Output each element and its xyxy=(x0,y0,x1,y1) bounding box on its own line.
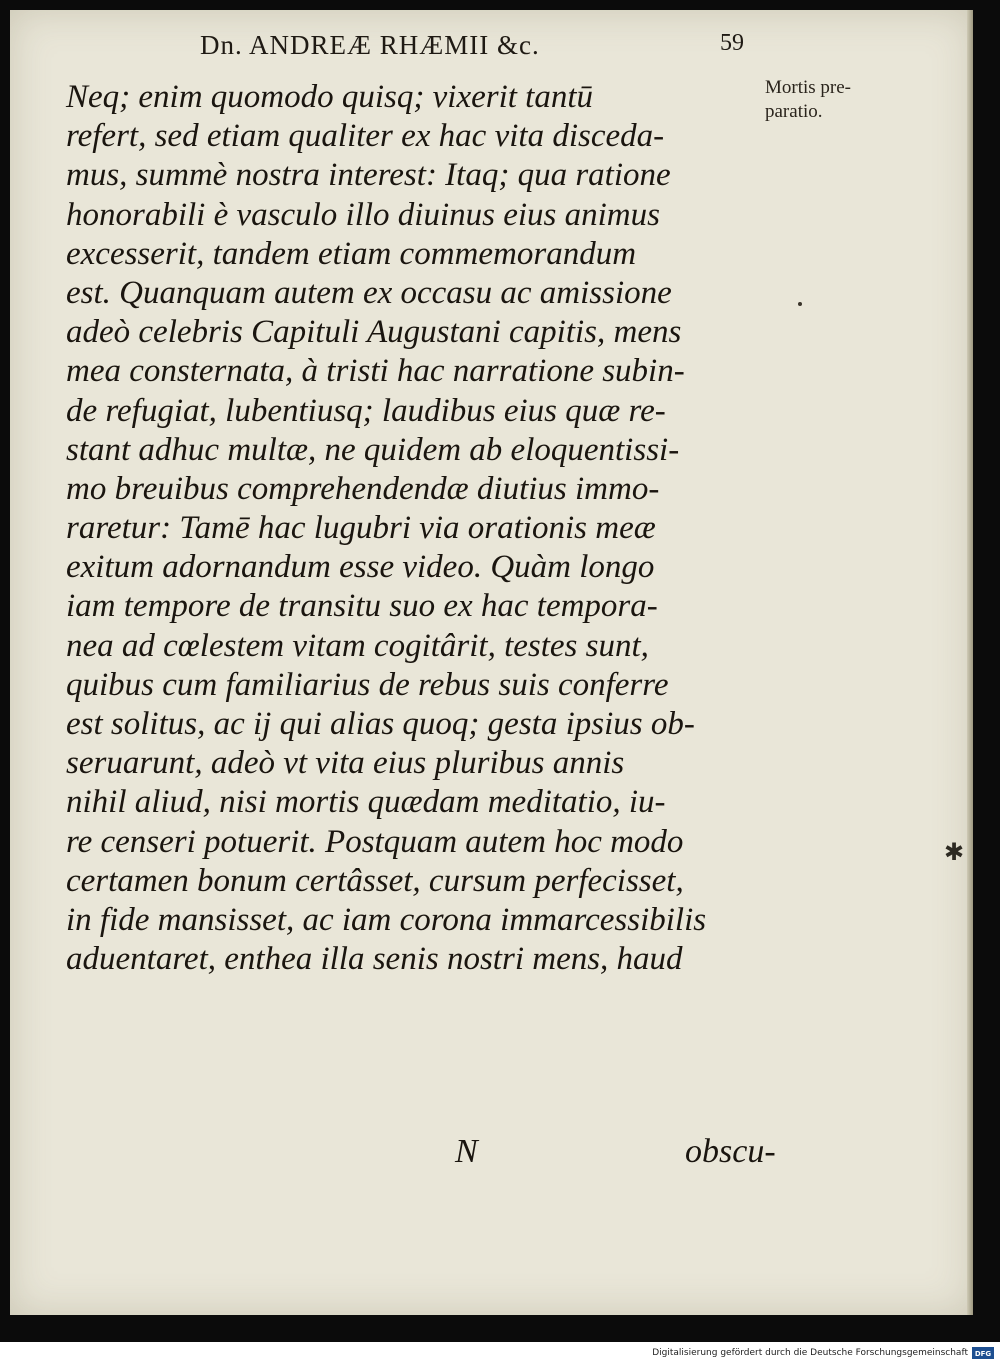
digitization-credit xyxy=(652,1346,994,1360)
text-line: exitum adornandum esse video. Quàm longo xyxy=(66,549,655,586)
text-line: de refugiat, lubentiusq; laudibus eius quæ re- xyxy=(66,392,666,429)
page-number: 59 xyxy=(720,30,744,56)
text-line: est solitus, ac ij qui alias quoq; gesta ipsius ob- xyxy=(66,706,695,742)
catchword: obscu- xyxy=(685,1133,776,1170)
page-edge xyxy=(967,10,973,1315)
text-line: re censeri potuerit. Postquam autem hoc modo xyxy=(66,823,684,860)
dfg-logo-icon xyxy=(972,1347,994,1359)
body-text xyxy=(66,78,776,979)
text-line: Neq; enim quomodo quisq; vixerit tantū xyxy=(66,79,594,115)
text-line: est. Quanquam autem ex occasu ac amissione xyxy=(66,274,672,311)
page-header xyxy=(200,30,800,70)
marginal-note-line: Mortis pre- xyxy=(765,77,852,98)
text-line: honorabili è vasculo illo diuinus eius animus xyxy=(66,196,660,233)
text-line: iam tempore de transitu suo ex hac tempora- xyxy=(66,588,658,625)
text-line: nea ad cœlestem vitam cogitârit, testes sunt, xyxy=(66,627,649,664)
dfg-logo-text: DFG xyxy=(974,1350,992,1358)
text-line: adeò celebris Capituli Augustani capitis, mens xyxy=(66,314,682,351)
text-line: excesserit, tandem etiam commemorandum xyxy=(66,235,637,272)
text-line: nihil aliud, nisi mortis quædam meditatio, iu- xyxy=(66,784,666,821)
text-line: aduentaret, enthea illa senis nostri mens, haud xyxy=(66,941,683,978)
running-head: Dn. ANDREÆ RHÆMII &c. xyxy=(200,30,540,60)
marginal-note-line: paratio. xyxy=(765,101,823,122)
text-line: stant adhuc multæ, ne quidem ab eloquentissi- xyxy=(66,431,680,468)
marginal-note xyxy=(765,76,915,124)
page-foot xyxy=(455,1133,795,1177)
ink-spot xyxy=(798,302,802,306)
text-line: seruarunt, adeò vt vita eius pluribus annis xyxy=(66,745,625,782)
text-line: raretur: Tamē hac lugubri via orationis meæ xyxy=(66,510,656,547)
text-line: in fide mansisset, ac iam corona immarcessibilis xyxy=(66,901,707,938)
signature-mark: N xyxy=(455,1133,478,1170)
star-ornament-icon: ✱ xyxy=(944,838,965,866)
text-line: certamen bonum certâsset, cursum perfecisset, xyxy=(66,862,684,899)
text-line: quibus cum familiarius de rebus suis conferre xyxy=(66,666,669,703)
text-line: refert, sed etiam qualiter ex hac vita discedа- xyxy=(66,118,665,155)
text-line: mo breuibus comprehendendæ diutius immo- xyxy=(66,470,660,507)
credit-text: Digitalisierung gefördert durch die Deutsche Forschungsgemeinschaft xyxy=(652,1348,968,1358)
text-line: mea consternata, à tristi hac narratione subin- xyxy=(66,353,685,390)
text-line: mus, summè nostra interest: Itaq; qua ratione xyxy=(66,157,671,194)
